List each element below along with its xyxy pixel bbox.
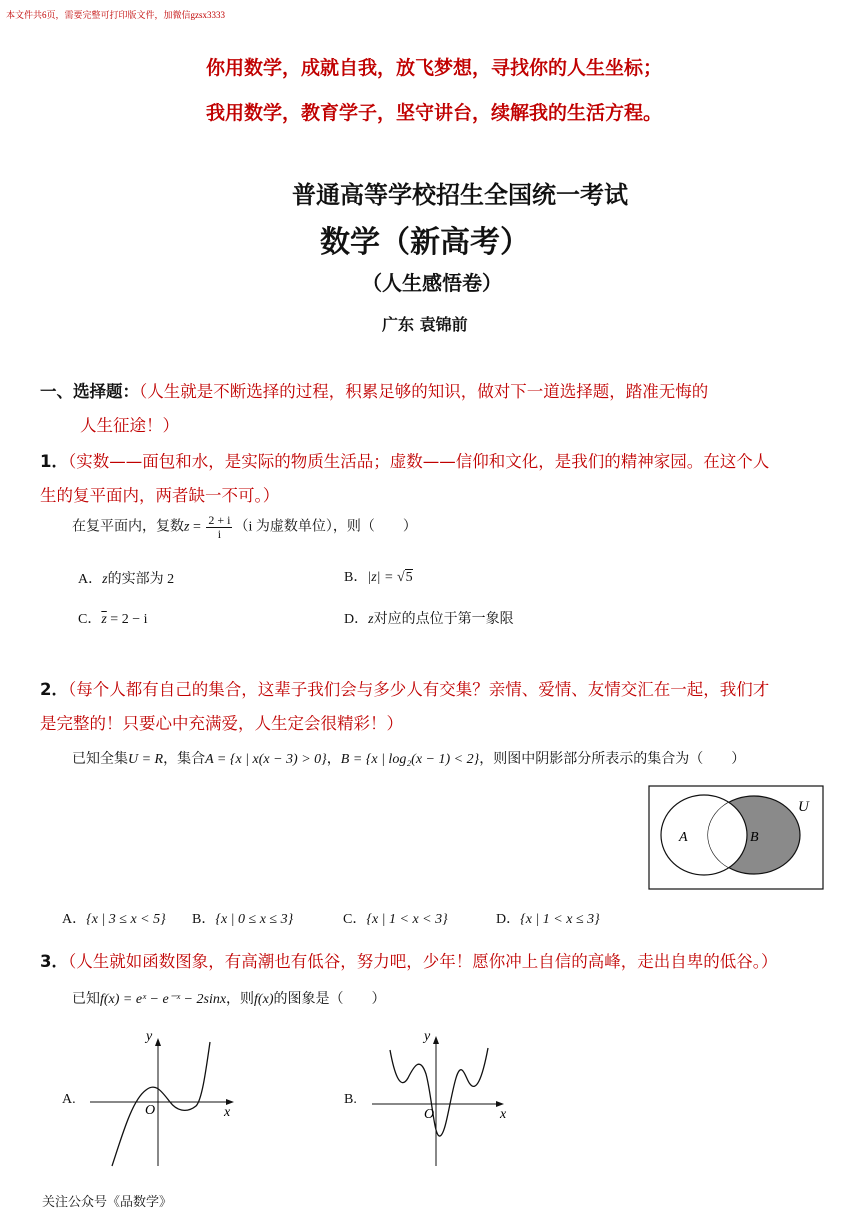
venn-label-u: U xyxy=(798,799,809,815)
q3-option-a-label[interactable]: A. xyxy=(62,1092,76,1107)
q3-number: 3． xyxy=(40,952,68,971)
graph-a-y-label: y xyxy=(146,1029,153,1044)
q1-stem-pre: 在复平面内，复数 xyxy=(72,519,184,535)
q1-heading xyxy=(40,448,769,472)
q1-stem-post: （i 为虚数单位），则（ ） xyxy=(234,519,417,535)
q2-option-c[interactable] xyxy=(343,908,448,928)
q2-number: 2． xyxy=(40,680,68,699)
q1-stem-eq: = xyxy=(189,519,205,535)
q1-option-b-sqrt: √ xyxy=(396,570,405,585)
edition-title: （人生感悟卷） xyxy=(362,271,502,295)
q1-stem xyxy=(72,514,417,541)
graph-b-x-label: x xyxy=(500,1107,507,1122)
graph-b-curve xyxy=(390,1048,488,1136)
q2-option-a-set: {x | 3 ≤ x < 5} xyxy=(86,912,166,927)
q2-option-b-label: B． xyxy=(192,912,216,927)
motto-line-2: 我用数学，教育学子，坚守讲台，续解我的生活方程。 xyxy=(205,102,662,124)
q3-graph-b[interactable] xyxy=(370,1028,530,1170)
q1-option-c-var: $\overline{z}$ xyxy=(101,612,107,627)
q3-stem xyxy=(72,988,385,1008)
q2-stem-c: ， xyxy=(326,752,341,767)
q1-option-a[interactable] xyxy=(78,568,174,588)
q1-comment-2: 生的复平面内，两者缺一不可。） xyxy=(40,486,280,505)
graph-a-curve xyxy=(112,1042,210,1166)
q1-option-b-label: B． xyxy=(344,570,368,585)
q3-heading xyxy=(40,948,777,972)
q2-option-b-set: {x | 0 ≤ x ≤ 3} xyxy=(215,912,294,927)
q2-stem xyxy=(72,748,745,768)
q1-option-d[interactable] xyxy=(344,608,514,628)
q2-option-d-set: {x | 1 < x ≤ 3} xyxy=(520,912,600,927)
q3-option-b-label[interactable]: B. xyxy=(344,1092,357,1107)
q2-stem-set-a: A = {x | x(x − 3) > 0} xyxy=(205,752,327,767)
q3-stem-c: 的图象是（ ） xyxy=(273,992,386,1007)
q1-option-a-var: z xyxy=(102,572,108,587)
footer-text: 关注公众号《品数学》 xyxy=(42,1194,173,1209)
q1-option-d-label: D． xyxy=(344,612,369,627)
q2-option-b[interactable] xyxy=(192,908,293,928)
q2-option-c-set: {x | 1 < x < 3} xyxy=(366,912,448,927)
graph-b-origin: O xyxy=(424,1107,435,1122)
q1-option-b-left: |z| = xyxy=(367,570,397,585)
author: 广东 袁锦前 xyxy=(382,315,468,334)
graph-b-y-arrow xyxy=(433,1036,439,1044)
q3-stem-fx: f(x) xyxy=(254,992,274,1007)
q1-option-d-text: 对应的点位于第一象限 xyxy=(373,612,514,627)
graph-b-y-label: y xyxy=(424,1029,431,1044)
q3-comment: （人生就如函数图象，有高潮也有低谷，努力吧，少年！愿你冲上自信的高峰，走出自卑的低谷。） xyxy=(67,952,778,971)
venn-label-a: A xyxy=(679,830,688,845)
section-label: 一、选择题： xyxy=(40,382,139,401)
graph-a-origin: O xyxy=(145,1103,156,1118)
exam-title: 普通高等学校招生全国统一考试 xyxy=(292,181,628,209)
graph-a-y-arrow xyxy=(155,1038,161,1046)
q2-stem-b: ，集合 xyxy=(163,752,206,767)
q3-graph-a[interactable] xyxy=(88,1028,248,1170)
q2-comment-1: （每个人都有自己的集合，这辈子我们会与多少人有交集？亲情、爱情、友情交汇在一起，我们才 xyxy=(67,680,770,699)
section-comment-2: 人生征途！） xyxy=(80,416,179,435)
q1-number: 1． xyxy=(40,452,68,471)
subject-title: 数学（新高考） xyxy=(320,225,530,260)
q2-stem-a: 已知全集 xyxy=(72,752,128,767)
q2-stem-u: U = R xyxy=(128,752,164,767)
q1-option-b-radicand: 5 xyxy=(405,570,413,585)
q1-option-c[interactable] xyxy=(78,608,147,628)
section-comment-1: （人生就是不断选择的过程，积累足够的知识，做对下一道选择题，踏准无悔的 xyxy=(139,382,709,401)
q2-option-a[interactable] xyxy=(62,908,166,928)
q1-frac-num: 2 + i xyxy=(208,513,231,527)
q2-option-a-label: A． xyxy=(62,912,87,927)
q2-stem-set-b: B = {x | log₂(x − 1) < 2} xyxy=(340,752,480,767)
section-heading xyxy=(40,378,708,402)
q1-stem-z: z xyxy=(184,519,190,535)
q1-comment-1: （实数——面包和水，是实际的物质生活品；虚数——信仰和文化，是我们的精神家园。在这个人 xyxy=(67,452,770,471)
q3-stem-a: 已知 xyxy=(72,992,100,1007)
q1-option-c-label: C． xyxy=(78,612,102,627)
venn-label-b: B xyxy=(750,830,759,845)
q1-option-a-label: A． xyxy=(78,572,103,587)
q3-stem-b: ，则 xyxy=(226,992,255,1007)
q2-option-d[interactable] xyxy=(496,908,600,928)
q2-comment-2: 是完整的！只要心中充满爱，人生定会很精彩！） xyxy=(40,714,403,733)
top-note: 本文件共6页，需要完整可打印版文件，加微信gzsx3333 xyxy=(6,10,225,20)
q1-option-b[interactable] xyxy=(344,566,413,586)
q2-stem-d: ，则图中阴影部分所表示的集合为（ ） xyxy=(479,752,746,767)
motto-line-1: 你用数学，成就自我，放飞梦想，寻找你的人生坐标； xyxy=(205,57,662,79)
q1-fraction xyxy=(206,514,232,541)
q1-option-d-var: z xyxy=(368,612,374,627)
q3-stem-f: f(x) = eˣ − e⁻ˣ − 2sinx xyxy=(100,992,227,1007)
q1-option-c-text: = 2 − i xyxy=(106,612,148,627)
q2-option-c-label: C． xyxy=(343,912,367,927)
q1-frac-den: i xyxy=(217,527,222,541)
graph-a-x-label: x xyxy=(224,1105,231,1120)
q1-option-a-text: 的实部为 2 xyxy=(107,572,175,587)
q2-heading xyxy=(40,676,769,700)
venn-diagram xyxy=(648,785,824,891)
q2-option-d-label: D． xyxy=(496,912,521,927)
